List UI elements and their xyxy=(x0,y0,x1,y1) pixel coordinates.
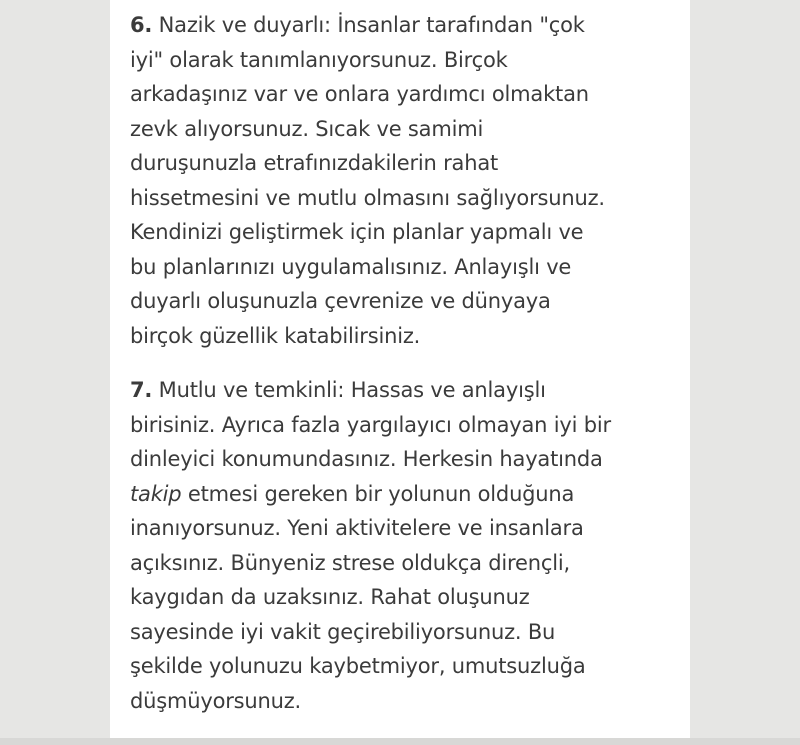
bottom-edge xyxy=(0,738,800,745)
text-line: iyi" olarak tanımlanıyorsunuz. Birçok xyxy=(130,47,508,72)
text-line: bu planlarınızı uygulamalısınız. Anlayışlı ve xyxy=(130,254,572,279)
document-page xyxy=(110,0,690,738)
item-text: Nazik ve duyarlı: İnsanlar tarafından "çok xyxy=(152,13,585,37)
text-line: Kendinizi geliştirmek için planlar yapmalı ve xyxy=(130,220,584,244)
text-line xyxy=(130,8,672,43)
text-line: şekilde yolunuzu kaybetmiyor, umutsuzluğa xyxy=(130,654,586,678)
list-item-7 xyxy=(130,373,672,718)
item-text: Mutlu ve temkinli: Hassas ve anlayışlı xyxy=(152,378,546,402)
text-line: arkadaşınız var ve onlara yardımcı olmaktan xyxy=(130,82,589,106)
item-text: etmesi gereken bir yolunun olduğuna xyxy=(181,481,575,506)
item-number: 6. xyxy=(130,13,153,37)
text-line: zevk alıyorsunuz. Sıcak ve samimi xyxy=(130,116,484,141)
text-line xyxy=(130,373,672,408)
text-line: inanıyorsunuz. Yeni aktivitelere ve insanlara xyxy=(130,516,584,540)
list-item-6 xyxy=(130,8,672,353)
text-line: kaygıdan da uzaksınız. Rahat oluşunuz xyxy=(130,585,530,609)
item-number: 7. xyxy=(130,378,153,402)
text-line: birisiniz. Ayrıca fazla yargılayıcı olmayan iyi bir xyxy=(130,412,611,437)
text-line xyxy=(130,477,672,512)
text-line: duruşunuzla etrafınızdakilerin rahat xyxy=(130,151,499,175)
text-line: hissetmesini ve mutlu olmasını sağlıyorsunuz. xyxy=(130,185,605,210)
text-line: duyarlı oluşunuzla çevrenize ve dünyaya xyxy=(130,289,551,313)
text-line: sayesinde iyi vakit geçirebiliyorsunuz. Bu xyxy=(130,619,556,644)
text-line: açıksınız. Bünyeniz strese oldukça dirençli, xyxy=(130,550,570,575)
text-line: düşmüyorsunuz. xyxy=(130,688,302,713)
italic-word: takip xyxy=(130,481,182,506)
text-line: birçok güzellik katabilirsiniz. xyxy=(130,323,421,348)
text-line: dinleyici konumundasınız. Herkesin hayatında xyxy=(130,447,603,471)
